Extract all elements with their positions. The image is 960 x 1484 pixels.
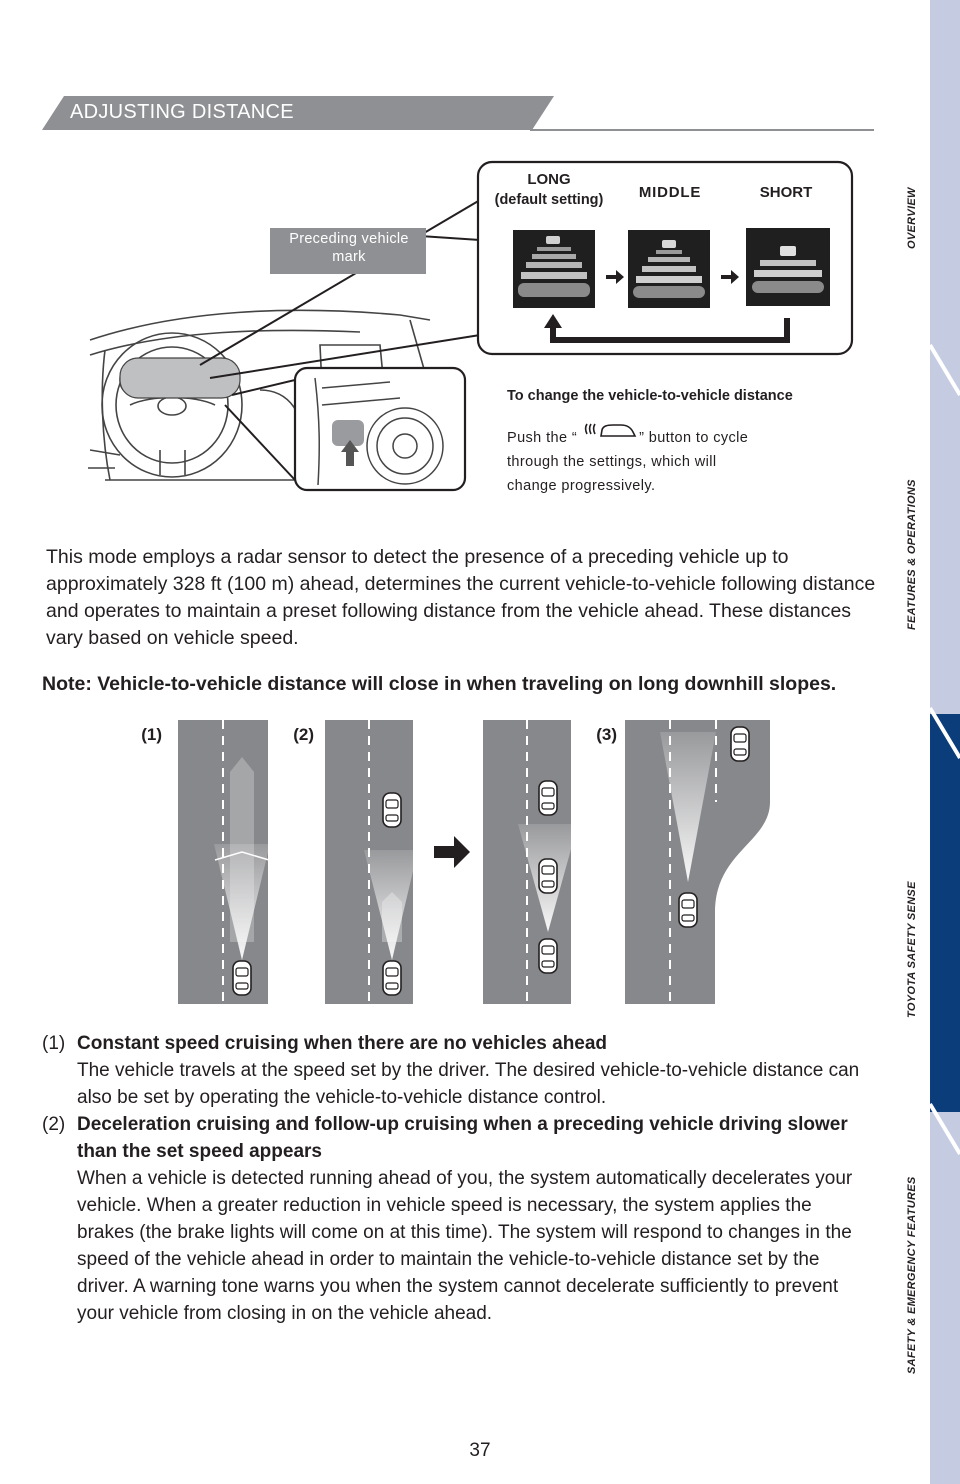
sidebar-item-safety-emergency[interactable]: SAFETY & EMERGENCY FEATURES <box>906 1176 918 1374</box>
figure-label-1: (1) <box>141 725 162 744</box>
display-long <box>513 230 595 308</box>
meter-cluster <box>120 358 240 398</box>
sidebar-dividers <box>928 0 960 1484</box>
instruction-text: change progressively. <box>507 478 656 494</box>
sidebar-item-toyota-safety-sense[interactable]: TOYOTA SAFETY SENSE <box>906 881 918 1019</box>
section-title: ADJUSTING DISTANCE <box>70 101 294 123</box>
section-header-rule <box>530 129 874 131</box>
instruction-text: through the settings, which will <box>507 454 717 470</box>
change-distance-title: To change the vehicle-to-vehicle distance <box>507 388 793 404</box>
sidebar-item-features-operations[interactable]: FEATURES & OPERATIONS <box>906 479 918 631</box>
setting-default-text: (default setting) <box>494 192 604 208</box>
downhill-note: Note: Vehicle-to-vehicle distance will close in when traveling on long downhill slopes. <box>42 673 837 695</box>
setting-long-label <box>488 170 610 210</box>
figure-label-2: (2) <box>293 725 314 744</box>
list-item-text: When a vehicle is detected running ahead of you, the system automatically decelerates your vehicle. When a greater reduction in vehicle speed is necessary, the system applies the brakes (the brake lights will come on at this time). The system will respond to changes in the speed of the vehicle ahead in order to maintain the vehicle-to-vehicle distance set by the driver. A warning tone warns you when the system cannot decelerate sufficiently to prevent your vehicle from closing in on the vehicle ahead. <box>77 1168 853 1324</box>
list-item <box>42 1111 872 1327</box>
list-item <box>42 1030 872 1111</box>
setting-long-text: LONG <box>527 171 571 188</box>
setting-middle-label: MIDDLE <box>638 184 702 201</box>
display-short <box>746 228 830 306</box>
list-item-number: (2) <box>42 1114 66 1135</box>
list-item-number: (1) <box>42 1033 66 1054</box>
sidebar-item-overview[interactable]: OVERVIEW <box>906 187 918 249</box>
transition-arrow-icon <box>434 836 470 868</box>
instruction-text: Push the “ <box>507 430 578 446</box>
description-paragraph: This mode employs a radar sensor to detect the presence of a preceding vehicle up to approximately 328 ft (100 m) ahead, determines the current vehicle-to-vehicle following distance and operates to maintain a preset following distance from the vehicle ahead. These distances vary based on vehicle speed. <box>46 546 876 649</box>
display-middle <box>628 230 710 308</box>
cruising-modes-figure <box>120 712 820 1012</box>
list-item-text: The vehicle travels at the speed set by the driver. The desired vehicle-to-vehicle distance can also be set by operating the vehicle-to-vehicle distance control. <box>77 1060 860 1108</box>
preceding-vehicle-mark-label: Preceding vehicle mark <box>289 231 409 265</box>
change-distance-instructions <box>507 426 748 498</box>
setting-short-label: SHORT <box>759 184 813 201</box>
cruising-modes-list <box>42 1030 872 1327</box>
instruction-text: ” button to cycle <box>639 430 749 446</box>
figure-label-3: (3) <box>596 725 617 744</box>
page-number: 37 <box>469 1440 491 1461</box>
distance-button <box>332 420 364 446</box>
list-item-heading: Constant speed cruising when there are no vehicles ahead <box>77 1033 608 1054</box>
list-item-heading: Deceleration cruising and follow-up cruising when a preceding vehicle driving slower than the set speed appears <box>77 1114 848 1162</box>
